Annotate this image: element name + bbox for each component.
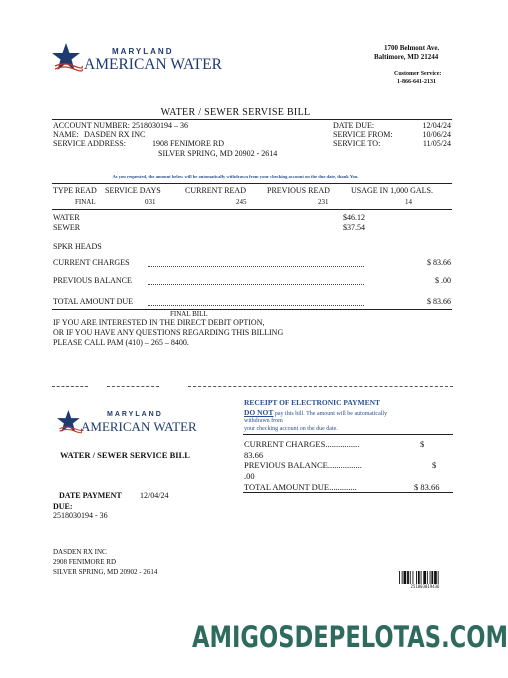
usage-header-type-read: TYPE READ [53,186,97,195]
date-payment-value: 12/04/24 [140,491,169,500]
total-amount-due-leader [148,305,364,306]
company-logo [52,42,222,78]
stub-total-due-label: TOTAL AMOUNT DUE............. [244,482,357,492]
receipt-text-1: pay this bill. The amount will be automatically [273,411,388,417]
service-to-label: SERVICE TO: [333,139,381,148]
receipt-text-line3: your checking account on the due date. [244,426,338,432]
title-rule [52,119,452,120]
note-rule [52,183,452,184]
total-amount-due-label: TOTAL AMOUNT DUE [53,297,134,306]
barcode-bars-icon [399,571,451,584]
footer-brand: AMIGOSDEPELOTAS.COM [192,620,508,654]
current-charges-leader [148,266,364,267]
stub-total-rule [243,492,453,493]
receipt-rule [243,434,453,435]
debit-note: As you requested, the amount below will be automatically withdrawn from your checking account on the due date, thank You. [112,174,359,179]
stub-current-charges-label: CURRENT CHARGES................ [244,439,360,449]
final-bill-label: FINAL BILL [170,310,208,318]
previous-balance-label: PREVIOUS BALANCE [53,276,132,285]
mail-address-line1: DASDEN RX INC [53,548,107,556]
mail-address-line2: 2908 FENIMORE RD [53,558,117,566]
usage-service-days: 031 [145,198,156,206]
barcode [399,571,451,589]
sewer-charge-value: $37.54 [343,223,365,232]
current-charges-value: $ 83.66 [427,258,451,267]
logo-american-water: AMERICAN WATER [84,56,222,73]
tear-line-1 [52,386,88,387]
date-due-value: 12/04/24 [422,121,451,130]
name-value: DASDEN RX INC [84,130,146,139]
account-number-value: 2518030194 – 36 [132,121,188,130]
water-charge-value: $46.12 [343,213,365,222]
service-from-label: SERVICE FROM: [333,130,393,139]
usage-previous-read: 231 [318,198,329,206]
service-from-value: 10/06/24 [422,130,451,139]
info-line-2: OR IF YOU HAVE ANY QUESTIONS REGARDING THIS BILLING [53,328,284,337]
due-label: DUE: [53,502,73,511]
account-number-label: ACCOUNT NUMBER: [53,121,130,130]
mail-address-line3: SILVER SPRING, MD 20902 - 2614 [53,568,158,576]
usage-header-usage: USAGE IN 1,000 GALS. [351,186,433,195]
logo-maryland: MARYLAND [112,47,174,56]
total-amount-due-value: $ 83.66 [427,297,451,306]
barcode-number: 251803019436 [410,584,440,589]
tear-line-2 [107,386,159,387]
info-line-1: IF YOU ARE INTERESTED IN THE DIRECT DEBIT OPTION, [53,318,265,327]
stub-previous-balance-value: .00 [244,471,255,481]
usage-header-service-days: SERVICE DAYS [105,186,161,195]
service-to-value: 11/05/24 [422,139,451,148]
stub-star-logo-icon [57,409,83,437]
stub-total-due-value: $ 83.66 [414,482,440,492]
receipt-text-line1 [244,408,387,417]
name-label: NAME: [53,130,79,139]
previous-balance-value: $ .00 [435,276,451,285]
company-address-line1: 1700 Belmont Ave. [384,44,440,52]
stub-title: WATER / SEWER SERVICE BILL [60,450,190,460]
date-payment-label: DATE PAYMENT [59,491,122,500]
star-logo-icon [52,42,84,76]
info-line-3: PLEASE CALL PAM (410) – 265 – 8400. [53,338,189,347]
usage-header-previous-read: PREVIOUS READ [267,186,330,195]
bill-title: WATER / SEWER SERVISE BILL [160,107,311,118]
previous-balance-leader [148,284,364,285]
sewer-charge-label: SEWER [53,223,81,232]
total-rule [52,309,452,310]
usage-header-current-read: CURRENT READ [185,186,246,195]
stub-previous-balance-label: PREVIOUS BALANCE................ [244,460,362,470]
receipt-text-line2: withdrawn from [244,418,283,424]
stub-account-number: 2518030194 - 36 [53,511,108,520]
stub-logo-american-water: AMERICAN WATER [81,419,197,434]
spkr-heads-label: SPKR HEADS [53,242,102,251]
customer-service-phone: 1-866-641-2131 [397,79,436,85]
current-charges-label: CURRENT CHARGES [53,258,130,267]
tear-line-3 [188,386,453,387]
date-due-label: DATE DUE: [333,121,375,130]
service-address-label: SERVICE ADDRESS: [53,139,126,148]
usage-type-read: FINAL [75,198,96,206]
customer-service-label: Customer Service: [394,71,442,77]
stub-logo [57,409,217,439]
receipt-heading: RECEIPT OF ELECTRONIC PAYMENT [244,398,381,407]
water-charge-label: WATER [53,213,80,222]
do-not-label: DO NOT [244,408,274,417]
usage-current-read: 245 [236,198,247,206]
company-address-line2: Baltimore, MD 21244 [374,53,439,61]
usage-gallons: 14 [405,198,412,206]
stub-logo-maryland: MARYLAND [107,411,163,418]
service-address-line1: 1908 FENIMORE RD [152,139,225,148]
stub-current-charges-value: 83.66 [244,450,264,460]
service-address-line2: SILVER SPRING, MD 20902 - 2614 [158,149,278,158]
stub-current-charges-sign: $ [420,439,425,449]
stub-previous-balance-sign: $ [432,460,437,470]
usage-rule [52,209,452,210]
